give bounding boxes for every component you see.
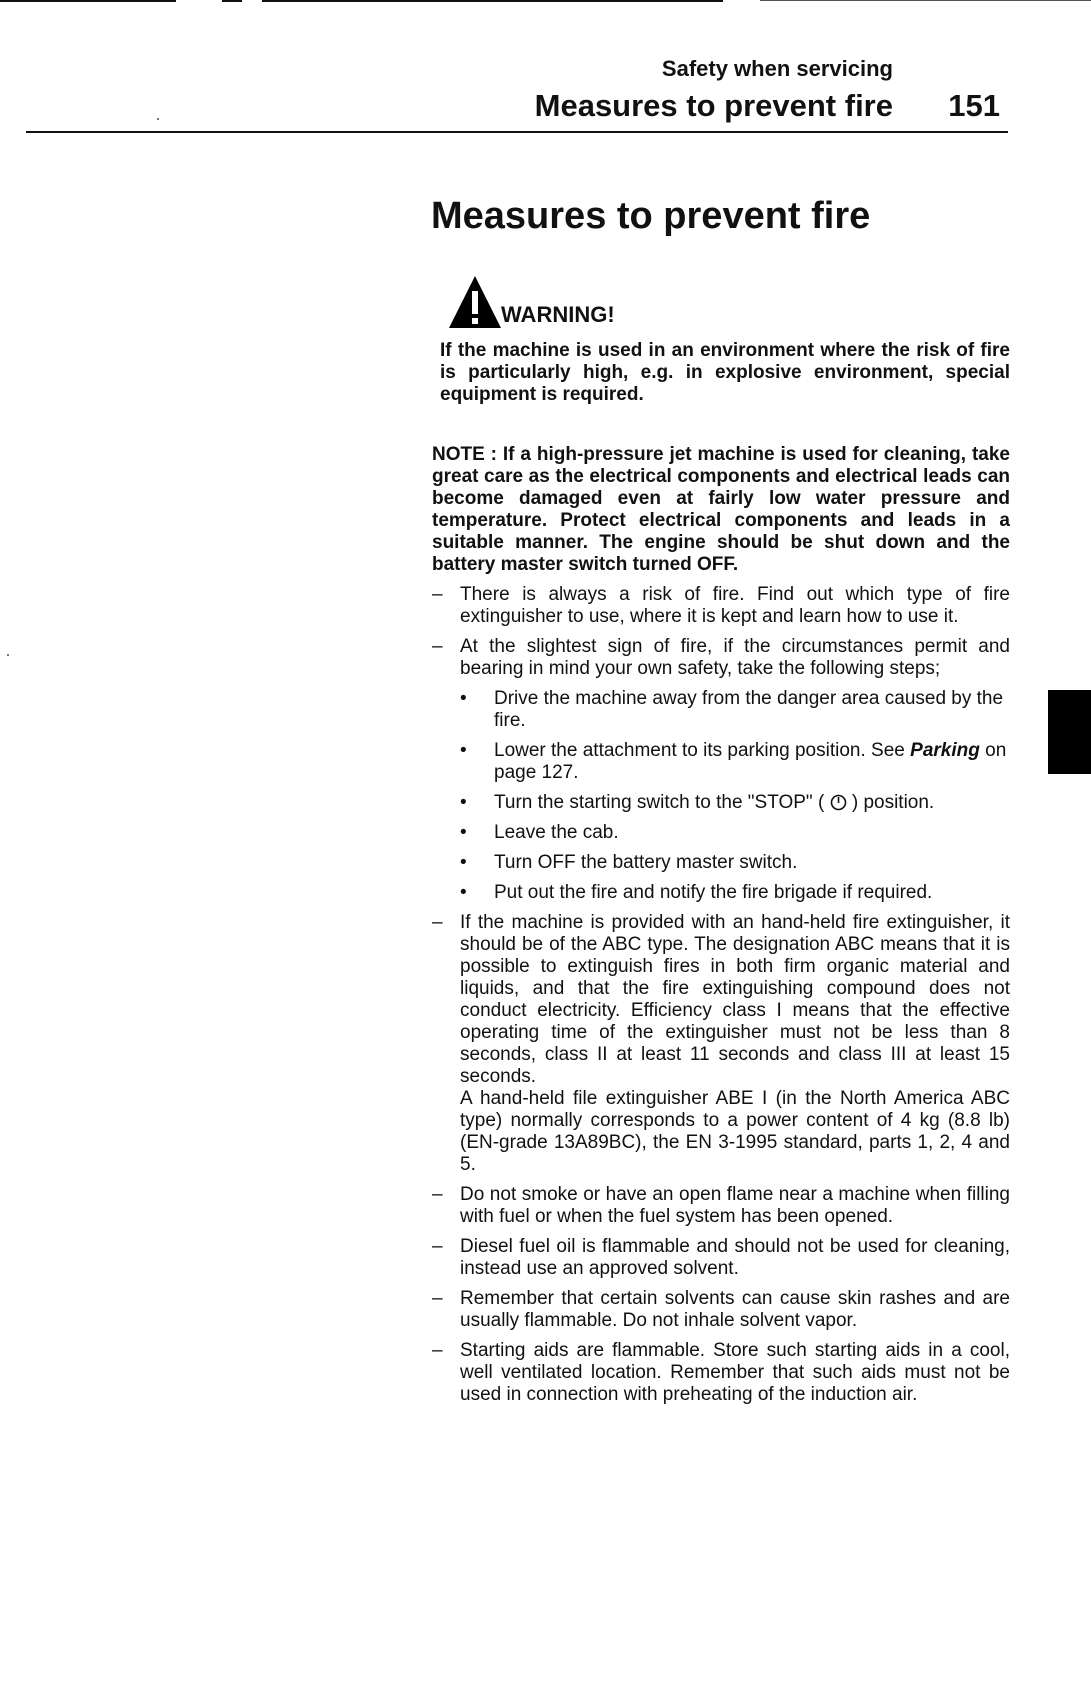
warning-triangle-icon	[447, 274, 503, 330]
power-off-icon	[830, 794, 847, 811]
warning-title: WARNING!	[501, 302, 615, 327]
stray-dot	[7, 654, 9, 656]
dash-marker: –	[432, 1288, 443, 1309]
step-text: Turn OFF the battery master switch.	[494, 852, 798, 873]
list-item-text: Diesel fuel oil is flammable and should not be used for cleaning, instead use an approved solvent.	[460, 1236, 1010, 1279]
step-text: Lower the attachment to its parking position. See	[494, 740, 911, 761]
bullet-marker: •	[460, 740, 467, 761]
list-item-text: Do not smoke or have an open flame near a machine when filling with fuel or when the fuel system has been opened.	[460, 1184, 1010, 1227]
list-item-text: At the slightest sign of fire, if the circumstances permit and bearing in mind your own safety, take the following steps;	[460, 636, 1010, 679]
warning-text: If the machine is used in an environment where the risk of fire is particularly high, e.g. in explosive environment, special equipment is required.	[440, 340, 1010, 405]
dash-marker: –	[432, 584, 443, 605]
warning-header	[447, 268, 1010, 330]
step-text: Drive the machine away from the danger area caused by the fire.	[494, 688, 1004, 731]
bullet-marker: •	[460, 882, 467, 903]
step-item	[460, 792, 1010, 814]
note-text: NOTE : If a high-pressure jet machine is used for cleaning, take great care as the electrical components and electrical leads can become damaged even at fairly low water pressure and temperature. Protect electrical components and leads in a suitable manner. The engine should be shut down and the battery master switch turned OFF.	[432, 444, 1010, 575]
page-number: 151	[948, 88, 1000, 123]
stray-dot	[157, 118, 159, 120]
header-rule	[26, 131, 1008, 133]
list-item	[432, 1236, 1010, 1280]
step-text-suffix: on page 127.	[494, 740, 1007, 783]
bullet-marker: •	[460, 792, 467, 813]
dash-marker: –	[432, 1184, 443, 1205]
list-item	[432, 584, 1010, 628]
page-header-title: Measures to prevent fire	[534, 88, 893, 123]
step-item	[460, 882, 1010, 904]
step-item	[460, 822, 1010, 844]
list-item	[432, 1288, 1010, 1332]
step-text-suffix: ) position.	[846, 792, 935, 813]
step-item	[460, 740, 1010, 784]
list-item-text: Starting aids are flammable. Store such starting aids in a cool, well ventilated location. Remember that such aids must not be used in connection with preheating of the induction air.	[460, 1340, 1010, 1405]
step-item	[460, 852, 1010, 874]
list-item-text: There is always a risk of fire. Find out which type of fire extinguisher to use, where it is kept and learn how to use it.	[460, 584, 1010, 627]
dash-marker: –	[432, 1340, 443, 1361]
list-item-text: Remember that certain solvents can cause skin rashes and are usually flammable. Do not inhale solvent vapor.	[460, 1288, 1010, 1331]
list-item-text-continued: A hand-held file extinguisher ABE I (in the North America ABC type) normally corresponds to a power content of 4 kg (8.8 lb) (EN-grade 13A89BC), the EN 3-1995 standard, parts 1, 2, 4 and 5.	[460, 1088, 1010, 1175]
step-text: Leave the cab.	[494, 822, 619, 843]
top-scan-rule-left	[0, 0, 176, 2]
step-text: Turn the starting switch to the "STOP" (	[494, 792, 830, 813]
dash-marker: –	[432, 636, 443, 657]
step-text: Put out the fire and notify the fire brigade if required.	[494, 882, 933, 903]
safety-list	[432, 584, 1010, 1406]
step-item	[460, 688, 1010, 732]
parking-reference-link[interactable]: Parking	[910, 740, 980, 761]
dash-marker: –	[432, 912, 443, 933]
fire-steps-list	[460, 688, 1010, 904]
section-label: Safety when servicing	[661, 56, 893, 81]
bullet-marker: •	[460, 822, 467, 843]
list-item-text: If the machine is provided with an hand-held fire extinguisher, it should be of the ABC type. The designation ABC means that it is possible to extinguish fires in both firm organic material and liquids, and that the fire extinguishing compound does not conduct electricity. Efficiency class I means that the effective operating time of the extinguisher must not be less than 8 seconds, class II at least 11 seconds and class III at least 15 seconds.	[460, 912, 1010, 1087]
top-scan-rule-mid	[222, 0, 242, 2]
bullet-marker: •	[460, 852, 467, 873]
section-heading: Measures to prevent fire	[431, 195, 871, 237]
list-item	[432, 636, 1010, 904]
bullet-marker: •	[460, 688, 467, 709]
top-scan-rule-right	[262, 0, 723, 2]
list-item	[432, 1184, 1010, 1228]
main-content	[432, 190, 1010, 1414]
list-item	[432, 912, 1010, 1176]
list-item	[432, 1340, 1010, 1406]
chapter-thumb-tab	[1048, 690, 1091, 774]
top-scan-rule-far-right	[760, 0, 1091, 1]
dash-marker: –	[432, 1236, 443, 1257]
